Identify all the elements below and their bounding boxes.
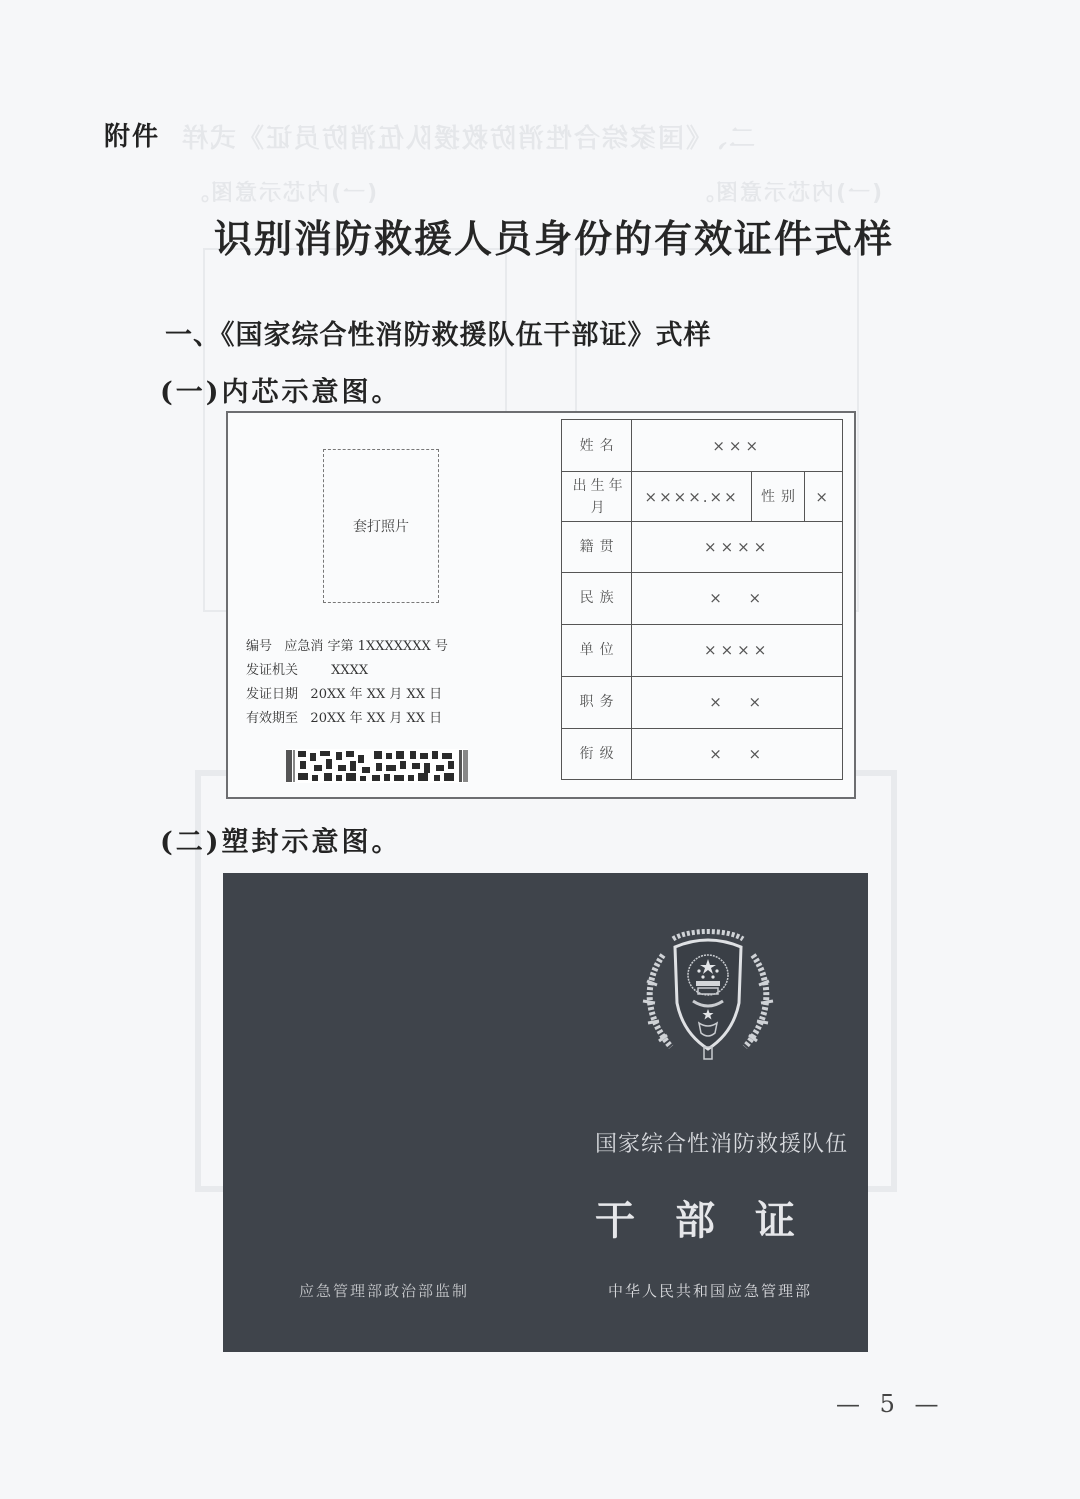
info-label: 发证机关 [246,663,299,678]
birth-date-label: 出生年月 [562,472,632,522]
native-place-label: 籍贯 [562,522,632,573]
info-value: 应急消 字第 1XXXXXXX 号 [284,639,448,654]
attachment-label: 附件 [104,122,161,152]
unit-label: 单位 [562,624,632,676]
info-value: 20XX 年 XX 月 XX 日 [310,711,443,726]
inner-card-diagram [226,411,856,799]
laminated-cover-diagram [223,873,868,1352]
cover-issuer-text: 中华人民共和国应急管理部 [608,1282,813,1300]
info-value: 20XX 年 XX 月 XX 日 [310,687,443,702]
photo-placeholder: 套打照片 [323,449,439,603]
gender-value: × [805,472,843,522]
barcode-icon [286,749,468,783]
info-value: XXXX [331,663,369,678]
bleed-through-text: (一)内芯示意图。 [185,181,378,206]
ethnicity-label: 民族 [562,573,632,624]
page-number: — 5 — [836,1390,945,1418]
info-label: 有效期至 [246,711,299,726]
birth-date-value: ××××.×× [632,472,752,522]
bleed-through-text: 二、《国家综合性消防救援队伍消防员证》式样 [180,124,756,154]
cover-organization: 国家综合性消防救援队伍 [595,1132,849,1157]
issue-date-line [246,683,442,702]
bleed-through-text: (一)内芯示意图。 [690,181,883,206]
name-label: 姓名 [562,420,632,472]
rank-label: 衔级 [562,728,632,779]
table-row [562,522,843,573]
section-heading: 一、《国家综合性消防救援队伍干部证》式样 [165,320,712,351]
personal-info-table [561,419,843,780]
fire-rescue-emblem-icon [633,925,783,1065]
ethnicity-value: × × [632,573,843,624]
unit-value: ×××× [632,624,843,676]
cover-supervisor-text: 应急管理部政治部监制 [299,1282,470,1300]
rank-value: × × [632,728,843,779]
issuing-authority-line [246,659,368,678]
position-value: × × [632,676,843,728]
table-row [562,420,843,472]
page-title: 识别消防救援人员身份的有效证件式样 [213,217,894,261]
table-row [562,728,843,779]
cover-card-name: 干部证 [595,1198,835,1244]
native-place-value: ×××× [632,522,843,573]
subsection-inner-heading: (一)内芯示意图。 [160,377,402,408]
table-row [562,472,843,522]
position-label: 职务 [562,676,632,728]
subsection-cover-heading: (二)塑封示意图。 [160,827,402,858]
table-row [562,676,843,728]
table-row [562,624,843,676]
card-number-line [246,635,448,654]
info-label: 编号 [246,639,273,654]
name-value: ××× [632,420,843,472]
expiry-date-line [246,707,442,726]
info-label: 发证日期 [246,687,299,702]
table-row [562,573,843,624]
gender-label: 性别 [751,472,804,522]
